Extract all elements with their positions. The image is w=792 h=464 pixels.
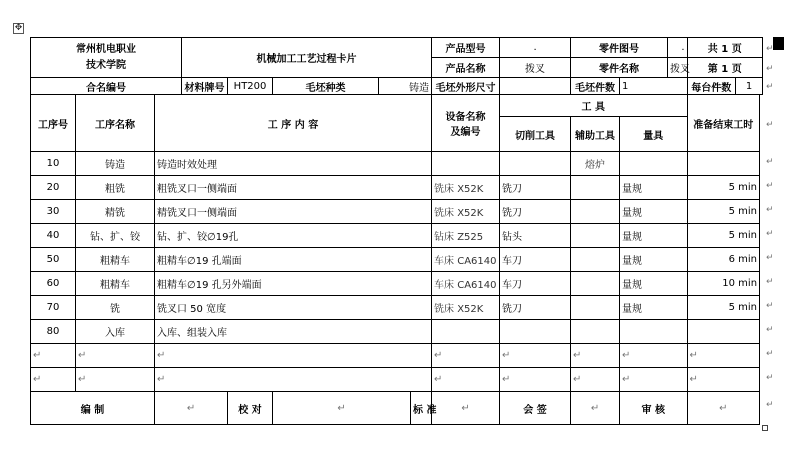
cell-end-mark[interactable]: ↵ [76,344,155,368]
col-tooling-group: 工 具 [500,95,688,117]
page-number: 第 1 页 [687,58,762,78]
school-name-line1: 常州机电职业 [76,43,137,55]
op-name[interactable]: 钻、扩、铰 [76,224,155,248]
per-unit-label: 每台件数 [687,78,736,95]
op-gauge[interactable]: 量规 [620,248,688,272]
col-op-content: 工 序 内 容 [155,95,432,152]
part-drawing-no-value[interactable]: . [668,38,688,58]
checked-field[interactable]: ↵ [273,392,411,425]
blank-size-value[interactable] [500,78,571,95]
op-aux-tool[interactable] [571,200,620,224]
op-name[interactable]: 粗铣 [76,176,155,200]
product-model-value[interactable]: . [500,38,571,58]
material-grade-label: 材料牌号 [182,78,228,95]
blank-count-label: 毛坯件数 [571,78,620,95]
row-end-mark: ↵ [766,229,774,239]
total-pages: 共 1 页 [687,38,762,58]
table-row-empty [31,368,763,392]
op-aux-tool[interactable] [571,224,620,248]
op-content[interactable]: 入库、组装入库 [155,320,432,344]
op-gauge[interactable]: 量规 [620,272,688,296]
blank-size-label: 毛坯外形尺寸 [432,78,500,95]
table-row [31,272,763,296]
op-name[interactable]: 铣 [76,296,155,320]
col-gauge: 量具 [620,117,688,152]
op-aux-tool[interactable] [571,248,620,272]
op-name[interactable]: 精铣 [76,200,155,224]
part-name-value[interactable]: 拨叉 [668,58,688,78]
table-row [31,224,763,248]
op-content[interactable]: 钻、扩、铰∅19孔 [155,224,432,248]
cell-end-mark[interactable]: ↵ [500,368,571,392]
op-aux-tool[interactable]: 熔炉 [571,152,620,176]
op-content[interactable]: 粗精车∅19 孔端面 [155,248,432,272]
row-end-mark: ↵ [766,373,774,383]
part-id-label: 合名编号 [31,78,182,95]
op-gauge[interactable]: 量规 [620,296,688,320]
material-grade-value[interactable]: HT200 [228,78,273,95]
op-content[interactable]: 铸造时效处理 [155,152,432,176]
op-equipment[interactable]: 铣床 X52K [432,200,500,224]
part-drawing-no-label: 零件图号 [571,38,668,58]
school-name-line2: 技术学院 [86,59,127,71]
standard-field[interactable]: ↵ [432,392,500,425]
countersign-field[interactable]: ↵ [571,392,620,425]
cell-end-mark[interactable]: ↵ [571,368,620,392]
op-aux-tool[interactable] [571,176,620,200]
table-row-empty [31,344,763,368]
product-name-value[interactable]: 拨叉 [500,58,571,78]
approved-label: 审 核 [620,392,688,425]
cell-end-mark[interactable]: ↵ [76,368,155,392]
op-equipment[interactable]: 钻床 Z525 [432,224,500,248]
blank-count-value[interactable]: 1 [620,78,688,95]
op-gauge[interactable] [620,152,688,176]
col-equipment-line1: 设备名称 [445,112,486,123]
selection-marker [773,37,784,50]
op-no[interactable]: 20 [31,176,76,200]
cell-end-mark[interactable]: ↵ [432,344,500,368]
col-aux-tool: 辅助工具 [571,117,620,152]
op-content[interactable]: 铣叉口 50 宽度 [155,296,432,320]
cell-end-mark[interactable]: ↵ [687,368,760,392]
per-unit-value[interactable]: 1 [736,78,763,95]
op-aux-tool[interactable] [571,320,620,344]
op-cutting-tool[interactable]: 铣刀 [500,296,571,320]
school-name [31,38,182,78]
op-no[interactable]: 60 [31,272,76,296]
op-no[interactable]: 10 [31,152,76,176]
op-prep-time[interactable]: 6 min [687,248,760,272]
op-cutting-tool[interactable] [500,152,571,176]
table-row [31,320,763,344]
row-end-mark: ↵ [766,157,774,167]
op-cutting-tool[interactable]: 钻头 [500,224,571,248]
row-end-mark: ↵ [766,205,774,215]
row-end-mark: ↵ [766,253,774,263]
op-content[interactable]: 精铣叉口一侧端面 [155,200,432,224]
row-end-mark: ↵ [766,277,774,287]
blank-type-label: 毛坯种类 [273,78,379,95]
op-no[interactable]: 70 [31,296,76,320]
product-name-label: 产品名称 [432,58,500,78]
cell-end-mark[interactable]: ↵ [432,368,500,392]
cell-end-mark[interactable]: ↵ [620,344,688,368]
col-prep-time: 准备结束工时 [687,95,760,152]
col-op-name: 工序名称 [76,95,155,152]
cell-end-mark[interactable]: ↵ [687,344,760,368]
row-end-mark: ↵ [766,349,774,359]
table-move-handle-icon[interactable]: ✥ [14,23,23,33]
part-name-label: 零件名称 [571,58,668,78]
op-no[interactable]: 30 [31,200,76,224]
row-end-mark: ↵ [766,301,774,311]
table-row [31,200,763,224]
cell-end-mark[interactable]: ↵ [31,344,76,368]
table-resize-handle[interactable] [762,425,768,431]
op-prep-time[interactable]: 5 min [687,296,760,320]
op-name[interactable]: 入库 [76,320,155,344]
op-no[interactable]: 80 [31,320,76,344]
table-row [31,176,763,200]
cell-end-mark[interactable]: ↵ [155,368,432,392]
cell-end-mark[interactable]: ↵ [31,368,76,392]
compiled-field[interactable]: ↵ [155,392,228,425]
op-cutting-tool[interactable]: 铣刀 [500,176,571,200]
blank-type-value[interactable]: 铸造 [379,78,432,95]
op-cutting-tool[interactable]: 车刀 [500,248,571,272]
row-end-mark: ↵ [766,325,774,335]
op-equipment[interactable]: 铣床 X52K [432,296,500,320]
op-equipment[interactable] [432,320,500,344]
op-content[interactable]: 粗精车∅19 孔另外端面 [155,272,432,296]
checked-label: 校 对 [228,392,273,425]
signoff-row [31,392,763,425]
op-gauge[interactable]: 量规 [620,200,688,224]
op-cutting-tool[interactable]: 铣刀 [500,200,571,224]
op-cutting-tool[interactable]: 车刀 [500,272,571,296]
row-end-mark: ↵ [766,181,774,191]
op-cutting-tool[interactable] [500,320,571,344]
op-prep-time[interactable]: 5 min [687,176,760,200]
op-name[interactable]: 粗精车 [76,272,155,296]
countersign-label: 会 签 [500,392,571,425]
row-end-mark: ↵ [766,44,774,54]
process-card-table [30,37,763,425]
op-gauge[interactable] [620,320,688,344]
op-equipment[interactable] [432,152,500,176]
op-prep-time[interactable] [687,320,760,344]
op-aux-tool[interactable] [571,296,620,320]
standard-label: 标 准 [411,392,432,425]
op-name[interactable]: 铸造 [76,152,155,176]
op-prep-time[interactable]: 5 min [687,200,760,224]
product-model-label: 产品型号 [432,38,500,58]
row-end-mark: ↵ [766,82,774,92]
col-cutting-tool: 切削工具 [500,117,571,152]
approved-field[interactable]: ↵ [687,392,760,425]
col-equipment-line2: 及编号 [450,127,481,138]
cell-end-mark[interactable]: ↵ [620,368,688,392]
row-end-mark: ↵ [766,64,774,74]
row-end-mark: ↵ [766,120,774,130]
cell-end-mark[interactable]: ↵ [155,344,432,368]
op-no[interactable]: 50 [31,248,76,272]
op-equipment[interactable]: 铣床 X52K [432,176,500,200]
op-name[interactable]: 粗精车 [76,248,155,272]
op-equipment[interactable]: 车床 CA6140 [432,248,500,272]
cell-end-mark[interactable]: ↵ [571,344,620,368]
op-gauge[interactable]: 量规 [620,176,688,200]
op-gauge[interactable]: 量规 [620,224,688,248]
op-aux-tool[interactable] [571,272,620,296]
op-prep-time[interactable]: 10 min [687,272,760,296]
op-equipment[interactable]: 车床 CA6140 [432,272,500,296]
row-end-mark: ↵ [766,400,774,410]
card-title: 机械加工工艺过程卡片 [182,38,432,78]
col-op-no: 工序号 [31,95,76,152]
op-prep-time[interactable] [687,152,760,176]
compiled-label: 编 制 [31,392,155,425]
table-row [31,152,763,176]
op-no[interactable]: 40 [31,224,76,248]
op-prep-time[interactable]: 5 min [687,224,760,248]
table-row [31,296,763,320]
col-equipment [432,95,500,152]
cell-end-mark[interactable]: ↵ [500,344,571,368]
table-row [31,248,763,272]
op-content[interactable]: 粗铣叉口一侧端面 [155,176,432,200]
